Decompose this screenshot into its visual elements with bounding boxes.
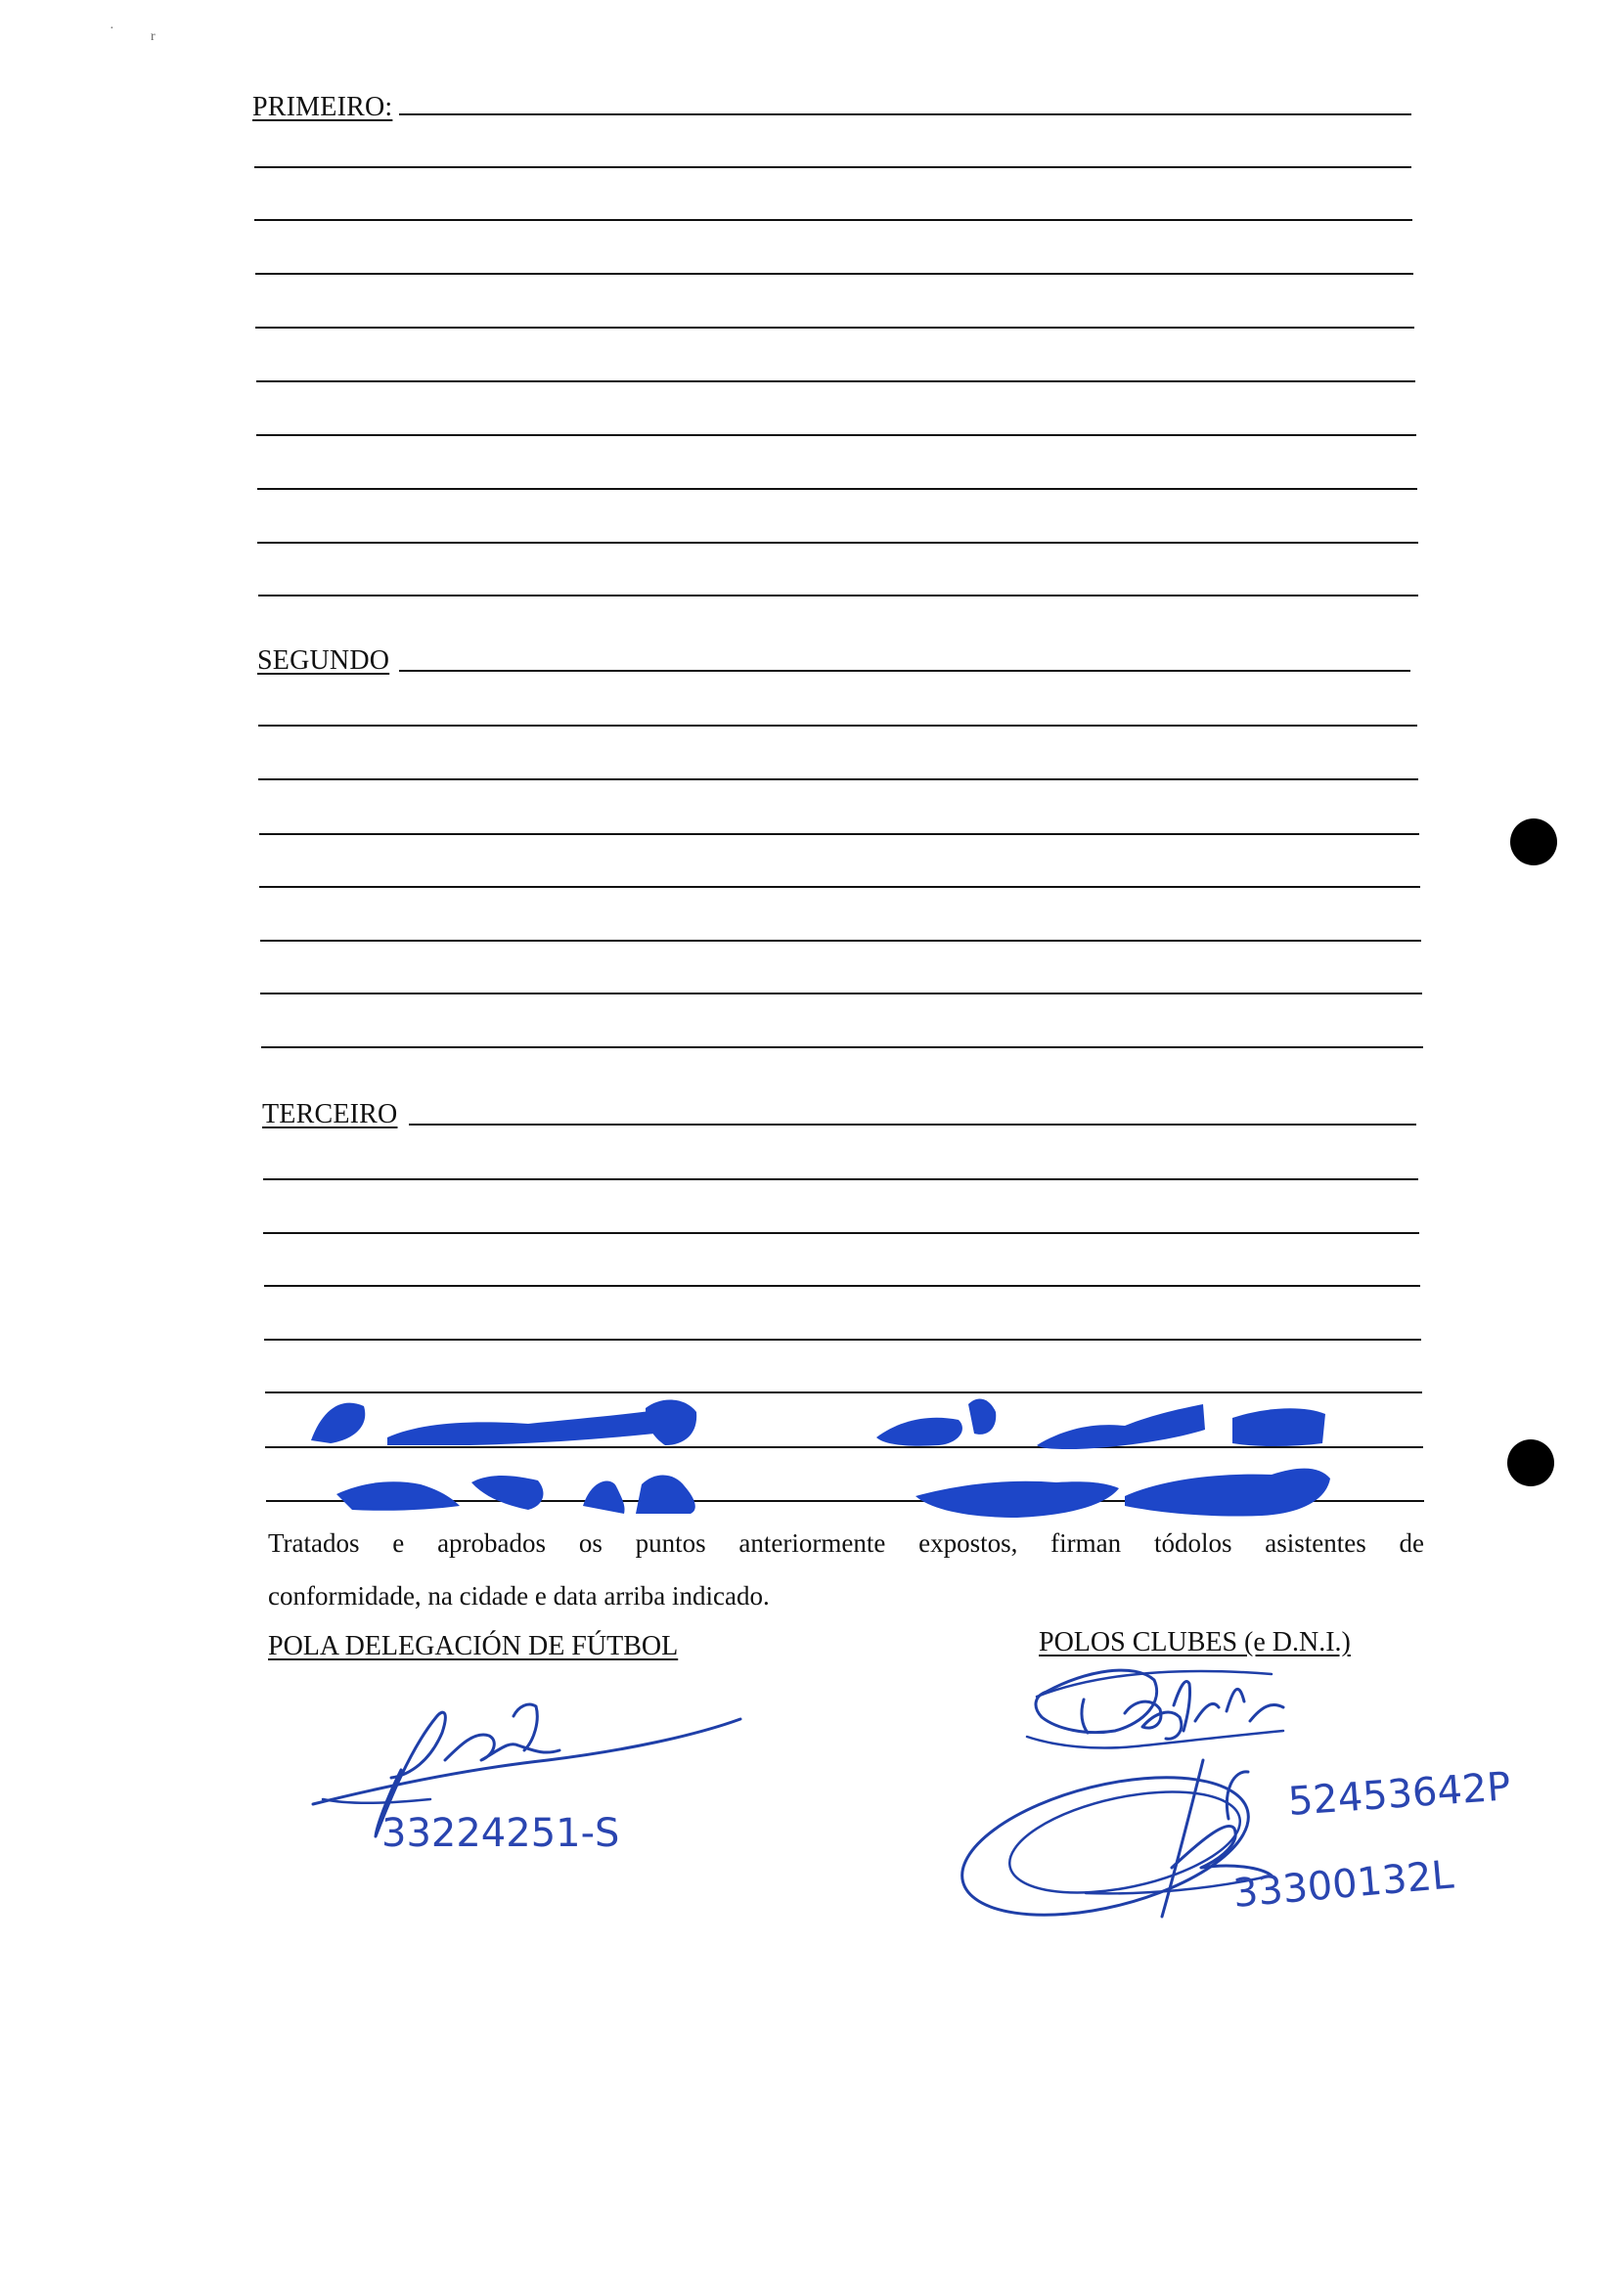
scan-speck: · xyxy=(110,22,114,36)
closing-line-1: Tratados e aprobados os puntos anteriormente expostos, firman tódolos asistentes de xyxy=(268,1528,1424,1558)
scan-speck: r xyxy=(151,29,156,44)
closing-line-2: conformidade, na cidade e data arriba indicado. xyxy=(268,1581,770,1611)
section-terceiro-heading: TERCEIRO xyxy=(262,1099,398,1129)
club-signature-2 xyxy=(948,1752,1272,1941)
club-dni-2: 33300132L xyxy=(1230,1852,1455,1917)
section-segundo-heading: SEGUNDO xyxy=(257,645,390,676)
delegation-dni: 33224251-S xyxy=(381,1811,620,1856)
delegation-signature-heading: POLA DELEGACIÓN DE FÚTBOL xyxy=(268,1631,679,1661)
club-dni-1: 52453642P xyxy=(1286,1764,1512,1825)
section-primeiro-heading: PRIMEIRO: xyxy=(252,92,393,122)
club-signature-1 xyxy=(1027,1670,1283,1747)
clubs-signature-heading: POLOS CLUBES (e D.N.I.) xyxy=(1039,1627,1351,1657)
